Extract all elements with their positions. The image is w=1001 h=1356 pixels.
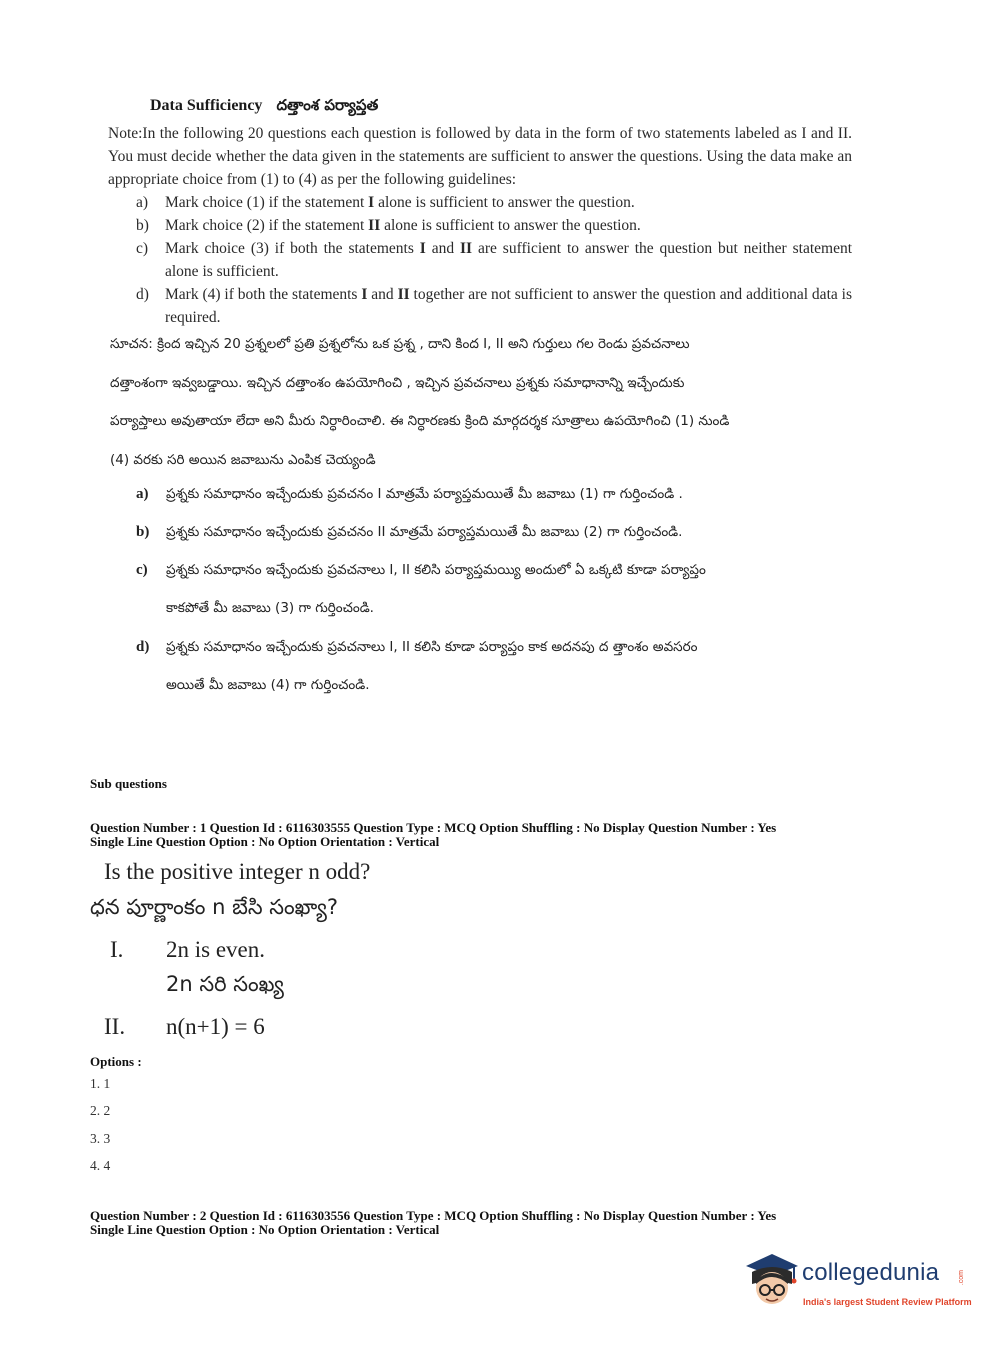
q1-meta-line-2: Single Line Question Option : No Option Orientation : Vertical bbox=[90, 834, 440, 849]
english-choice-a: a) Mark choice (1) if the statement I alone is sufficient to answer the question. bbox=[136, 191, 852, 214]
q1-option-2[interactable]: 2. 2 bbox=[90, 1103, 111, 1118]
q1-options-label: Options : bbox=[90, 1054, 142, 1069]
telugu-choice-c: c) ప్రశ్నకు సమాధానం ఇచ్చేందుకు ప్రవచనాలు I, II కలిసి పర్యాప్తమయ్యి అందులో ఏ ఒక్కటి కూడా పర్యాప్తం bbox=[136, 562, 706, 578]
telugu-note-line-2: దత్తాంశంగా ఇవ్వబడ్డాయి. ఇచ్చిన దత్తాంశం ఉపయోగించి , ఇచ్చిన ప్రవచనాలు ప్రశ్నకు సమాధానాన్ని ఇచ్చేందుకు bbox=[110, 375, 685, 391]
english-choice-b: b) Mark choice (2) if the statement II alone is sufficient to answer the question. bbox=[136, 214, 852, 237]
telugu-choice-a: a) ప్రశ్నకు సమాధానం ఇచ్చేందుకు ప్రవచనం I మాత్రమే పర్యాప్తమయితే మీ జవాబు (1) గా గుర్తించండి . bbox=[136, 486, 683, 502]
choice-marker: d) bbox=[136, 286, 149, 303]
q1-option-1[interactable]: 1. 1 bbox=[90, 1076, 111, 1091]
instruction-note: Note:In the following 20 questions each question is followed by data in the form of two statements labeled as I and II. You must decide whether the data given in the statements are sufficient to answer the questions. Using the data make an appropriate choice from (1) to (4) as per the following guidelines: bbox=[108, 125, 852, 188]
q1-option-3[interactable]: 3. 3 bbox=[90, 1131, 111, 1146]
telugu-choice-d-continuation: అయితే మీ జవాబు (4) గా గుర్తించండి. bbox=[166, 677, 370, 693]
choice-marker: b) bbox=[136, 217, 149, 234]
telugu-note-line-3: పర్యాప్తాలు అవుతాయా లేదా అని మీరు నిర్ధారించాలి. ఈ నిర్ధారణకు క్రింది మార్గదర్శక సూత్రాలు ఉపయోగించి (1) నుండి bbox=[110, 413, 730, 429]
english-choice-d: d) Mark (4) if both the statements I and II together are not sufficient to answer the question and additional data is required. bbox=[136, 283, 852, 329]
section-heading bbox=[150, 96, 378, 118]
q1-meta-line-1: Question Number : 1 Question Id : 6116303555 Question Type : MCQ Option Shuffling : No Display Question Number : Yes bbox=[90, 820, 777, 835]
english-choice-list bbox=[136, 191, 852, 329]
english-choice-c: c) Mark choice (3) if both the statements I and II are sufficient to answer the question but neither statement alone is sufficient. bbox=[136, 237, 852, 283]
telugu-choice-c-continuation: కాకపోతే మీ జవాబు (3) గా గుర్తించండి. bbox=[166, 600, 374, 616]
choice-marker: a) bbox=[136, 194, 149, 211]
telugu-choice-d: d) ప్రశ్నకు సమాధానం ఇచ్చేందుకు ప్రవచనాలు I, II కలిసి కూడా పర్యాప్తం కాక అదనపు ద త్తాంశం అవసరం bbox=[136, 639, 698, 655]
telugu-choice-b: b) ప్రశ్నకు సమాధానం ఇచ్చేందుకు ప్రవచనం II మాత్రమే పర్యాప్తమయితే మీ జవాబు (2) గా గుర్తించండి. bbox=[136, 524, 683, 540]
q1-statement-1-english: 2n is even. bbox=[166, 937, 266, 962]
q1-option-4[interactable]: 4. 4 bbox=[90, 1158, 111, 1173]
q1-question-telugu: ధన పూర్ణాంకం n బేసి సంఖ్యా? bbox=[90, 895, 339, 919]
q2-meta-line-1: Question Number : 2 Question Id : 6116303556 Question Type : MCQ Option Shuffling : No Display Question Number : Yes bbox=[90, 1208, 777, 1223]
q1-statement-1-marker: I. bbox=[110, 937, 124, 962]
sub-questions-label: Sub questions bbox=[90, 776, 167, 791]
heading-english: Data Sufficiency bbox=[150, 97, 263, 114]
heading-telugu: దత్తాంశ పర్యాప్తత bbox=[276, 96, 379, 114]
q1-statement-2-marker: II. bbox=[104, 1014, 126, 1039]
collegedunia-logo-text: collegedunia bbox=[802, 1259, 940, 1286]
q1-statement-1-telugu: 2n సరి సంఖ్య bbox=[166, 972, 284, 996]
collegedunia-tagline: India's largest Student Review Platform bbox=[803, 1297, 972, 1307]
choice-marker: c) bbox=[136, 240, 149, 257]
q2-meta-line-2: Single Line Question Option : No Option Orientation : Vertical bbox=[90, 1222, 440, 1237]
telugu-note-line-1: సూచన: క్రింద ఇచ్చిన 20 ప్రశ్నలలో ప్రతి ప్రశ్నలోను ఒక ప్రశ్న , దాని కింద I, II అని గుర్తులు గల రెండు ప్రవచనాలు bbox=[110, 336, 690, 352]
q1-statement-2-english: n(n+1) = 6 bbox=[166, 1014, 265, 1039]
collegedunia-mascot-icon bbox=[742, 1250, 802, 1310]
q1-question-english: Is the positive integer n odd? bbox=[104, 859, 371, 884]
collegedunia-logo-suffix: .com bbox=[958, 1270, 965, 1286]
telugu-note-line-4: (4) వరకు సరి అయిన జవాబును ఎంపిక చెయ్యండి bbox=[110, 452, 376, 468]
